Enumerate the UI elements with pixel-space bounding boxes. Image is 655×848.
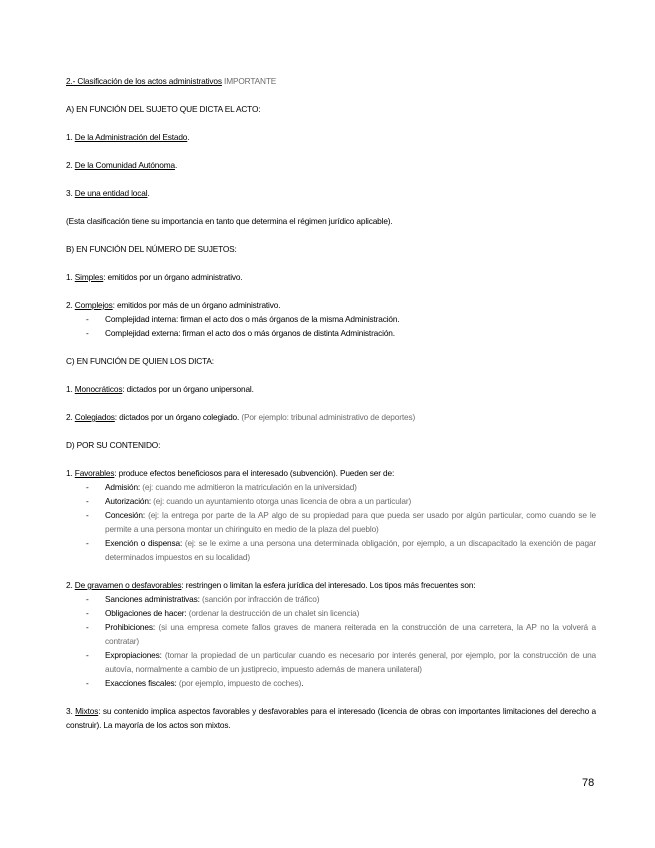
a-item-2-num: 2. (66, 160, 73, 170)
a-item-1-rest: . (187, 132, 190, 142)
list-item (66, 648, 596, 676)
a-note: (Esta clasificación tiene su importancia en tanto que determina el régimen jurídico aplicable). (66, 216, 393, 226)
bullet-term: Obligaciones de hacer: (105, 608, 187, 618)
c-item-1-label: Monocráticos (74, 384, 123, 394)
bullet-term: Prohibiciones: (105, 622, 156, 632)
list-item (66, 676, 596, 690)
d-item-1-label: Favorables (74, 468, 115, 478)
list-item (66, 620, 596, 648)
bullet-desc: (ej: cuando un ayuntamiento otorga unas licencia de obra a un particular) (153, 496, 412, 506)
list-item: - Complejidad interna: firman el acto dos o más órganos de la misma Administración. (66, 312, 596, 326)
a-item-3 (66, 186, 596, 200)
a-item-1 (66, 130, 596, 144)
b-item-1-label: Simples (74, 272, 104, 282)
d-item-2-num: 2. (66, 580, 73, 590)
a-item-1-num: 1. (66, 132, 73, 142)
b-item-1-num: 1. (66, 272, 73, 282)
a-item-1-label: De la Administración del Estado (74, 132, 188, 142)
d-item-2-rest: : restringen o limitan la esfera jurídica del interesado. Los tipos más frecuentes son: (181, 580, 476, 590)
d-item-3 (66, 704, 596, 732)
b-bullet-list (66, 312, 596, 340)
d-item-2 (66, 578, 596, 592)
bullet-desc: (si una empresa comete fallos graves de manera reiterada en la construcción de una carretera, la AP no la volverá a contratar) (105, 622, 597, 646)
c-item-2-example: (Por ejemplo: tribunal administrativo de deportes) (241, 412, 416, 422)
a-item-2-label: De la Comunidad Autónoma (74, 160, 175, 170)
bullet-desc: (ej: la entrega por parte de la AP algo de su propiedad para que pueda ser usado por algún particular, como cuando se le permite a una persona montar un chiringuito en medio de la plaza del pueblo) (105, 510, 597, 534)
d-item-2-label: De gravamen o desfavorables (74, 580, 182, 590)
b-item-2-rest: : emitidos por más de un órgano administrativo. (112, 300, 281, 310)
importance-tag: IMPORTANTE (224, 76, 277, 86)
d-item-3-num: 3. (66, 706, 73, 716)
heading-a: A) EN FUNCIÓN DEL SUJETO QUE DICTA EL ACTO: (66, 104, 261, 114)
c-item-1-num: 1. (66, 384, 73, 394)
list-item (66, 592, 596, 606)
bullet-desc: (ej: cuando me admitieron la matriculación en la universidad) (142, 482, 357, 492)
list-item (66, 480, 596, 494)
section-title (66, 74, 596, 88)
d-item-1-rest: : produce efectos beneficiosos para el interesado (subvención). Pueden ser de: (114, 468, 395, 478)
c-item-2-label: Colegiados (74, 412, 115, 422)
bullet-desc: (sanción por infracción de tráfico) (201, 594, 320, 604)
bullet-desc: (tomar la propiedad de un particular cuando es necesario por interés general, por ejemplo, por la construcción de una autovía, normalmente a cambio de un justiprecio, impuesto además de manera unilateral) (105, 650, 596, 674)
bullet-term: Sanciones administrativas: (105, 594, 200, 604)
b-item-1 (66, 270, 596, 284)
b-item-2-num: 2. (66, 300, 73, 310)
list-item (66, 536, 596, 564)
document-body (66, 74, 596, 732)
a-item-2-rest: . (174, 160, 178, 170)
b-item-2 (66, 298, 596, 312)
bullet-term: Autorización: (105, 496, 152, 506)
a-item-3-num: 3. (66, 188, 73, 198)
b-item-1-rest: : emitidos por un órgano administrativo. (103, 272, 243, 282)
list-item: - Complejidad externa: firman el acto dos o más órganos de distinta Administración. (66, 326, 596, 340)
bullet-term: Concesión: (105, 510, 146, 520)
list-item (66, 606, 596, 620)
c-item-2-num: 2. (66, 412, 73, 422)
page-number: 78 (582, 777, 595, 789)
c-item-1 (66, 382, 596, 396)
a-item-3-rest: . (147, 188, 150, 198)
c-item-1-rest: : dictados por un órgano unipersonal. (122, 384, 254, 394)
bullet-term: Expropiaciones: (105, 650, 162, 660)
a-item-2 (66, 158, 596, 172)
a-item-3-label: De una entidad local (74, 188, 148, 198)
bullet-desc: (por ejemplo, impuesto de coches) (178, 678, 302, 688)
c-item-2-rest: : dictados por un órgano colegiado. (114, 412, 240, 422)
d-item-1 (66, 466, 596, 480)
d-item-1-num: 1. (66, 468, 73, 478)
list-item (66, 508, 596, 536)
bullet-term: Exención o dispensa: (105, 538, 183, 548)
d-item-3-label: Mixtos (75, 706, 99, 716)
c-item-2 (66, 410, 596, 424)
gravamen-list (66, 592, 596, 690)
bullet-term: Admisión: (105, 482, 141, 492)
list-item (66, 494, 596, 508)
section-title-label: 2.- Clasificación de los actos administrativos (66, 76, 222, 86)
heading-d: D) POR SU CONTENIDO: (66, 440, 161, 450)
bullet-desc: (ej: se le exime a una persona una determinada obligación, por ejemplo, a un discapacitado la exención de pagar determinados impuestos en su localidad) (105, 538, 596, 562)
b-item-2-label: Complejos (74, 300, 113, 310)
heading-b: B) EN FUNCIÓN DEL NÚMERO DE SUJETOS: (66, 244, 237, 254)
favorables-list (66, 480, 596, 564)
d-item-3-rest: : su contenido implica aspectos favorables y desfavorables para el interesado (licencia de obras con importantes limitaciones del derecho a construir). La mayoría de los actos son mixtos. (66, 706, 597, 730)
heading-c: C) EN FUNCIÓN DE QUIEN LOS DICTA: (66, 356, 214, 366)
bullet-tail: . (301, 678, 304, 688)
bullet-desc: (ordenar la destrucción de un chalet sin licencia) (188, 608, 360, 618)
bullet-term: Exacciones fiscales: (105, 678, 177, 688)
